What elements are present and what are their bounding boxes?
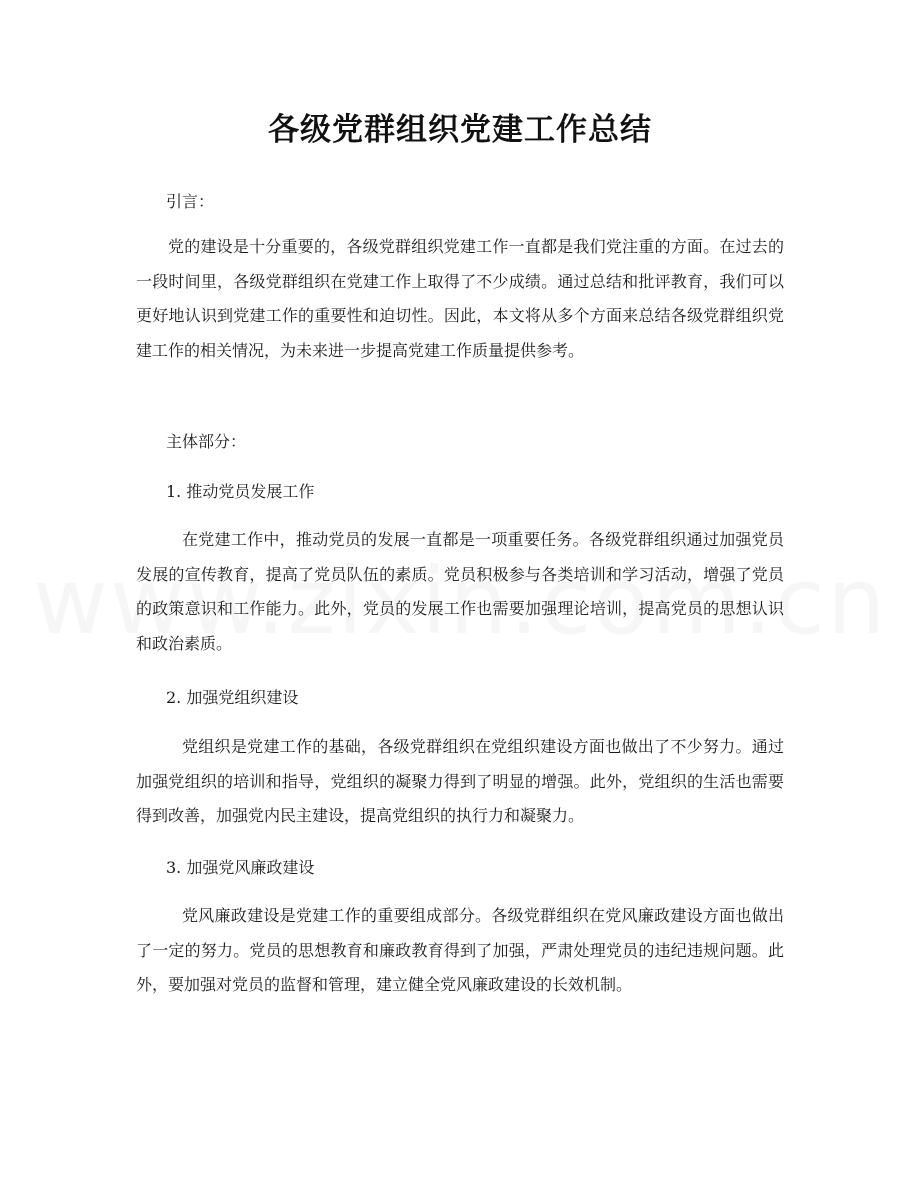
section-body-2: 党组织是党建工作的基础，各级党群组织在党组织建设方面也做出了不少努力。通过加强党组织的培训和指导，党组织的凝聚力得到了明显的增强。此外，党组织的生活也需要得到改善，加强党内民主建设，提高党组织的执行力和凝聚力。 bbox=[136, 737, 784, 825]
page-title: 各级党群组织党建工作总结 bbox=[268, 112, 652, 148]
section-heading-3: 3. 加强党风廉政建设 bbox=[166, 858, 315, 877]
intro-label: 引言： bbox=[166, 192, 215, 211]
main-label: 主体部分： bbox=[166, 432, 247, 451]
section-body-1: 在党建工作中，推动党员的发展一直都是一项重要任务。各级党群组织通过加强党员发展的宣传教育，提高了党员队伍的素质。党员积极参与各类培训和学习活动，增强了党员的政策意识和工作能力。此外，党员的发展工作也需要加强理论培训，提高党员的思想认识和政治素质。 bbox=[136, 530, 784, 653]
section-heading-2: 2. 加强党组织建设 bbox=[166, 688, 299, 707]
section-heading-1: 1. 推动党员发展工作 bbox=[166, 482, 315, 501]
section-body-3: 党风廉政建设是党建工作的重要组成部分。各级党群组织在党风廉政建设方面也做出了一定的努力。党员的思想教育和廉政教育得到了加强，严肃处理党员的违纪违规问题。此外，要加强对党员的监督和管理，建立健全党风廉政建设的长效机制。 bbox=[136, 906, 784, 994]
intro-paragraph: 党的建设是十分重要的，各级党群组织党建工作一直都是我们党注重的方面。在过去的一段时间里，各级党群组织在党建工作上取得了不少成绩。通过总结和批评教育，我们可以更好地认识到党建工作的重要性和迫切性。因此，本文将从多个方面来总结各级党群组织党建工作的相关情况，为未来进一步提高党建工作质量提供参考。 bbox=[136, 237, 784, 360]
